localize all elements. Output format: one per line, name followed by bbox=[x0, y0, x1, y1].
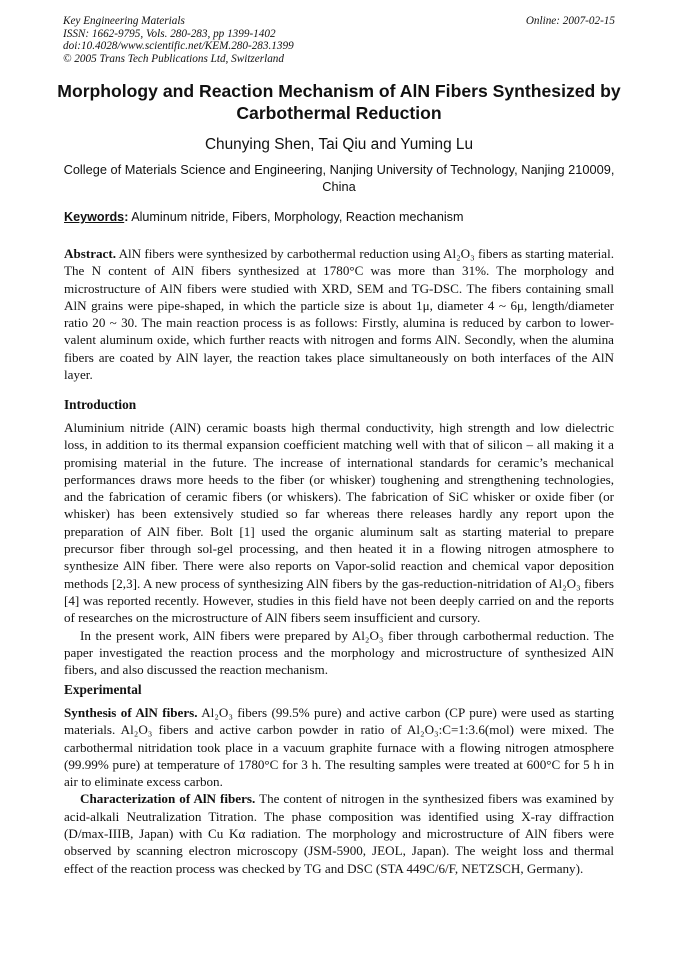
experimental-heading: Experimental bbox=[64, 682, 142, 697]
paper-title: Morphology and Reaction Mechanism of AlN Fibers Synthesized by Carbothermal Reduction bbox=[57, 81, 621, 123]
introduction-heading: Introduction bbox=[64, 397, 137, 412]
characterization-text: The content of nitrogen in the synthesized fibers was examined by acid-alkali Neutralization Titration. The phase composition was identified using X-ray diffraction (D/max-IIIB, Japan) with Cu Kα radiation. The morphology and microstructure of AlN fibers were observed by scanning electron microscopy (JSM-5900, JEOL, Japan). The weight loss and thermal effect of the reaction process was checked by TG and DSC (STA 449C/6/F, NETZSCH, Germany). bbox=[64, 791, 614, 876]
keywords bbox=[64, 210, 624, 224]
journal-header bbox=[63, 15, 615, 65]
introduction-body bbox=[64, 419, 614, 678]
experimental-paragraph-1 bbox=[64, 704, 614, 790]
journal-name: Key Engineering Materials bbox=[63, 15, 185, 27]
affiliation: College of Materials Science and Engineering, Nanjing University of Technology, Nanjing 210009, China bbox=[63, 162, 615, 194]
copyright-line: © 2005 Trans Tech Publications Ltd, Switzerland bbox=[63, 52, 284, 65]
characterization-label: Characterization of AlN fibers. bbox=[80, 791, 256, 807]
introduction-paragraph-2: In the present work, AlN fibers were prepared by Al₂O₃ fiber through carbothermal reduction. The paper investigated the reaction process and the morphology and microstructure of synthesized AlN fibers, and also discussed the reaction mechanism. bbox=[64, 627, 614, 678]
author-list: Chunying Shen, Tai Qiu and Yuming Lu bbox=[204, 136, 474, 153]
experimental-paragraph-2 bbox=[64, 790, 614, 876]
keywords-label: Keywords bbox=[64, 210, 125, 224]
introduction-paragraph-1: Aluminium nitride (AlN) ceramic boasts high thermal conductivity, high strength and low dielectric loss, in addition to its thermal expansion coefficient matching well with that of silicon – all making it a promising material in the future. The increase of international standards for ceramic’s mechanical performances draws more heeds to the fiber (or whisker) toughening and strengthening technologies, and the fabrication of ceramic fibers (or whiskers). The fabrication of SiC whisker or oxide fiber (or whisker) has been extensively studied so far whereas there releases hardly any report upon the preparation of AlN fiber. Bolt [1] used the organic aluminum salt as starting material to prepare precursor fiber through sol-gel processing, and then heated it in a flowing nitrogen atmosphere to synthesize AlN fiber. There were also reports on Vapor-solid reaction and chemical vapor deposition methods [2,3]. A new process of synthesizing AlN fibers by the gas-reduction-nitridation of Al₂O₃ fibers [4] was reported recently. However, studies in this field have not been deeply carried on and the reports of researches on the microstructure of AlN fibers seem insufficient and cursory. bbox=[64, 420, 614, 626]
keywords-text: Aluminum nitride, Fibers, Morphology, Reaction mechanism bbox=[128, 210, 464, 224]
synthesis-label: Synthesis of AlN fibers. bbox=[64, 705, 198, 720]
online-date: Online: 2007-02-15 bbox=[525, 15, 615, 27]
issn-line: ISSN: 1662-9795, Vols. 280-283, pp 1399-1402 bbox=[63, 27, 276, 40]
synthesis-text: Al₂O₃ fibers (99.5% pure) and active carbon (CP pure) were used as starting materials. Al₂O₃ fibers and active carbon powder in ratio of Al₂O₃:C=1:3.6(mol) were mixed. The carbothermal nitridation took place in a vacuum graphite furnace with a flowing nitrogen atmosphere (99.99% pure) at temperature of 1780°C for 3 h. The resulting samples were treated at 600°C for 5 h in air to eliminate excess carbon. bbox=[64, 705, 614, 790]
abstract bbox=[64, 245, 614, 383]
doi-line: doi:10.4028/www.scientific.net/KEM.280-283.1399 bbox=[63, 40, 294, 53]
abstract-text: AlN fibers were synthesized by carbothermal reduction using Al₂O₃ fibers as starting material. The N content of AlN fibers synthesized at 1780°C was more than 31%. The morphology and microstructure of AlN fibers were studied with XRD, SEM and TG-DSC. The fibers containing small AlN grains were pipe-shaped, in which the particle size is about 1μ, diameter 4 ~ 6μ, length/diameter ratio 20 ~ 30. The main reaction process is as follows: Firstly, alumina is reduced by carbon to lower-valent aluminum oxide, which further reacts with nitrogen and forms AlN. Secondly, when the alumina fibers are coated by AlN layer, the reaction takes place simultaneously on both interfaces of the AlN layer. bbox=[64, 246, 614, 383]
experimental-body bbox=[64, 704, 614, 877]
abstract-label: Abstract. bbox=[64, 246, 116, 261]
keywords-colon: : bbox=[124, 210, 129, 224]
